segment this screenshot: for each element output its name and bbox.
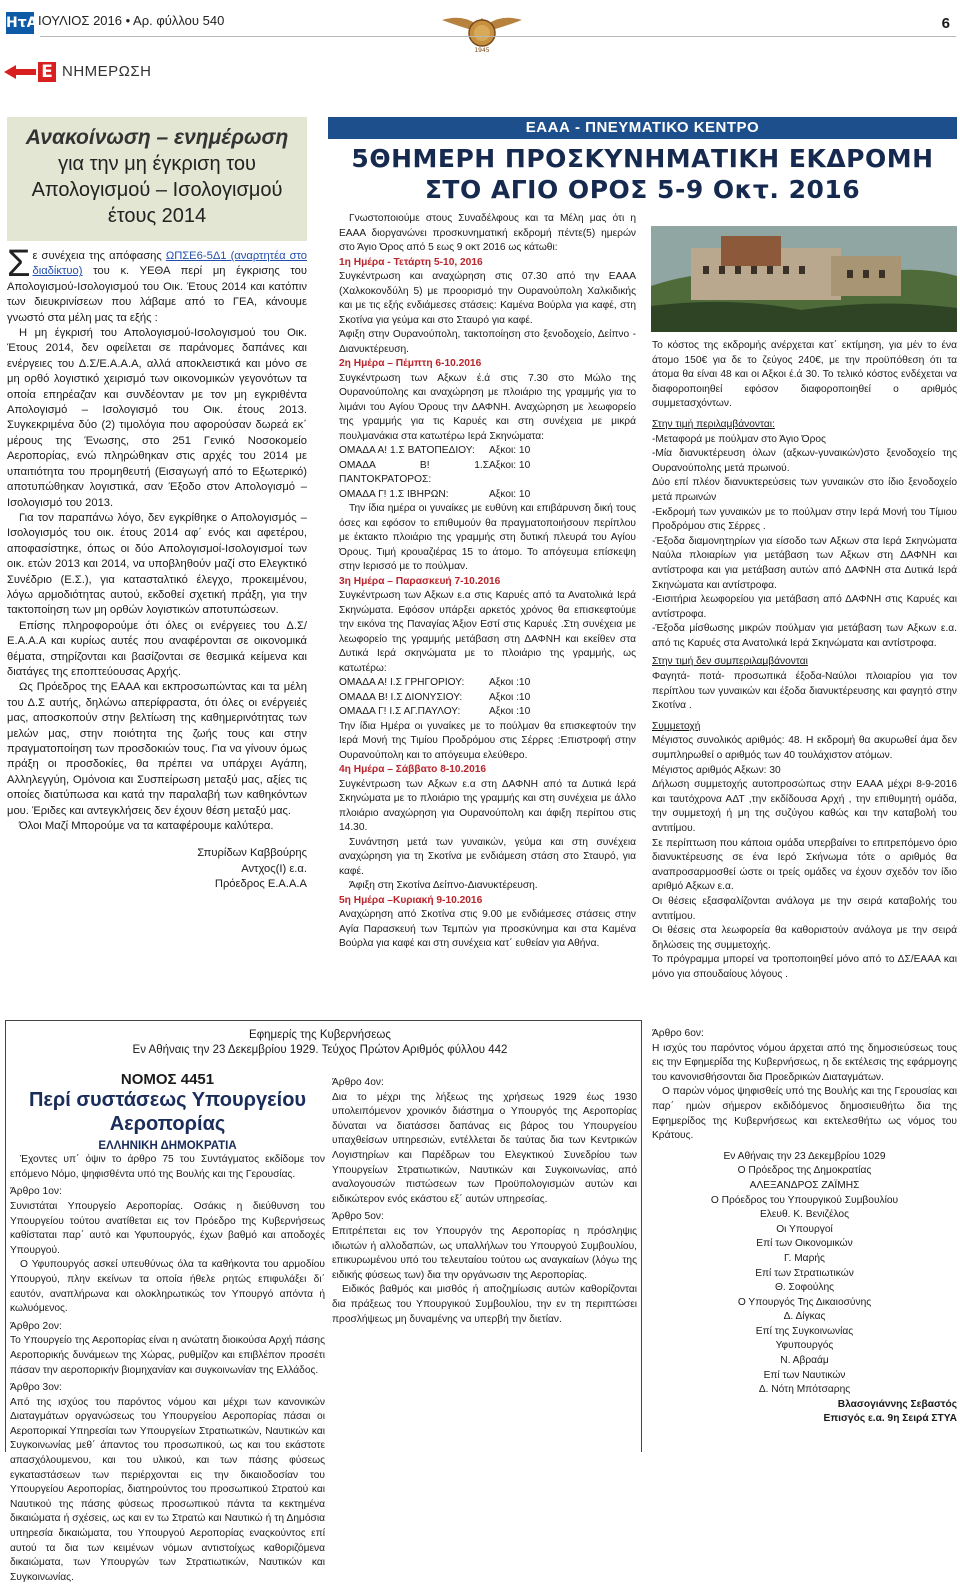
signatory-line: Ν. Αβραάμ bbox=[780, 1355, 829, 1367]
announcement-body bbox=[7, 243, 307, 834]
announcement-p1b: του κ. ΥΕΘΑ περί μη έγκρισης του Απολογισμού-Ισολογισμού του Οικ. Έτους 2014 και κατόπιν των διευκρινίσεων που λάβαμε από το ΓΕΑ, κάνουμε γνωστό στα μέλη μας τα εξής : bbox=[7, 265, 307, 324]
dropcap: Σ bbox=[7, 243, 31, 285]
trip-cost: Το κόστος της εκδρομής ανέρχεται κατ΄ εκτίμηση, για μέν το ένα άτομο 150€ για δε το ζεύγος 240€, με την προϋπόθεση ότι τα άτομα θα είναι 48 και οι Αξκοι έ.ά 30. Το τελικό κόστος ενδέχεται να διαφοροποιηθεί εφόσον διαφοροποιηθεί ο αριθμός συμμετασχόντων. bbox=[652, 340, 957, 410]
announcement-subtitle-2: Απολογισμού – Ισολογισμού bbox=[31, 179, 283, 201]
signatory-line: Οι Υπουργοί bbox=[776, 1223, 833, 1235]
compiler-name: Βλασογιάννης Σεβαστός bbox=[837, 1398, 957, 1410]
signatory-line: Επί των Στρατιωτικών bbox=[755, 1267, 854, 1279]
signatories bbox=[652, 1150, 957, 1398]
newspaper-logo: ΗτΑ bbox=[6, 12, 34, 34]
svg-text:1945: 1945 bbox=[474, 47, 490, 54]
participation-text: Μέγιστος συνολικός αριθμός: 48. Η εκδρομή θα ακυρωθεί άμα δεν συμπληρωθεί ο αριθμός των 40 τουλάχιστον ατόμων. Μέγιστος αριθμός Αξκων: 30 Δήλωση συμμετοχής αυτοπροσώπως στην ΕΑΑΑ μέχρι 8-9-2016 και ταυτόχρονα ΑΔΤ ,την εκδίδουσα Αρχή , την επιθυμητή ομάδα, την συμμετοχή ή μη της συζύγου καθώς και την καταβολή του αντιτίμου. Σε περίπτωση που κάποια ομάδα υπερβαίνει το επιτρεπόμενο όριο διανυκτέρευσης σε ένα Ιερό Σκήνωμα τότε ο αριθμός θα αναπροσαρμοσθεί ώστε οι τρείς ομάδες να έχουν σχεδόν τον ίδιο αριθμό Αξκων ε.α. Οι θέσεις εξασφαλίζονται ανάλογα με την σειρά καταβολής του αντιτίμου. Οι θέσεις στα λεωφορεία θα καθοριστούν ανάλογα με την σειρά δηλώσεις της συμμετοχής. Το πρόγραμμα μπορεί να τροποποιηθεί μόνο από το ΔΣ/ΕΑΑΑ και μόνο για σπουδαίους λόγους . bbox=[652, 735, 957, 980]
signatory-line: Εν Αθήναις την 23 Δεκεμβρίου 1029 bbox=[723, 1150, 886, 1162]
law-number: ΝΟΜΟΣ 4451 bbox=[120, 1071, 215, 1088]
day-3-team: ΟΜΑΔΑ Γ! Ι.Σ ΑΓ.ΠΑΥΛΟΥ: Αξκοι :10 bbox=[339, 706, 531, 717]
article-4-text: Δια το μέχρι της λήξεως της χρήσεως 1929 έως 1930 υπολειπόμενον χρονικόν διάστημα ο Υπουργός της Αεροπορίας δύναται να διατάσσει δαπάνας εις βάρος του Υπουργείου υπαχθείσων υπηρεσιών, εντέλλεται δε ταύτας δια των Κεντρικών Λογιστηρίων και Παρέδρων του Ελεγκτικού Συνεδρίου των Υπουργείων Στρατιωτικών, Ναυτικών και Συγκοινωνίας, από αναλογουσών πιστώσεων των Προϋπολογισμών αυτών και ειδικώτερον ενός εκάστου εξ΄ αυτών υπηρεσίας. bbox=[332, 1091, 637, 1205]
trip-banner: ΕΑΑΑ - ΠΝΕΥΜΑΤΙΚΟ ΚΕΝΤΡΟ bbox=[328, 117, 957, 139]
signatory-line: Υφυπουργός bbox=[775, 1340, 834, 1352]
article-6-text-b: Ο παρών νόμος ψηφισθείς υπό της Βουλής και της Γερουσίας και παρ΄ ημών σήμερον εκδιδόμενος δημοσιευθήτω δια της Εφημερίδος της Κυβερνήσεως και εκτελεσθήτω ως νόμος του Κράτους. bbox=[652, 1086, 957, 1142]
page-number: 6 bbox=[941, 15, 950, 32]
day-2-team: ΟΜΑΔΑ Β! 1.Σ ΠΑΝΤΟΚΡΑΤΟΡΟΣ: Αξκοι: 10 bbox=[339, 459, 531, 485]
signatory-line: Ο Πρόεδρος του Υπουργικού Συμβουλίου bbox=[710, 1194, 899, 1206]
day-2-text-2: Την ίδια ημέρα οι γυναίκες με ευθύνη και επιβάρυνση δική τους όσες και εφόσον το επιθυμούν θα πραγματοποιήσουν περίπλου με έκτακτο πλοιάριο της γραμμής στη δυτική πλευρά του Αγίου Όρους. Τιμή κρουαζιέρας 15 το άτομο. Το απόγευμα επίσκεψη στην Ιερισσό με το πούλμαν. bbox=[339, 503, 636, 572]
law-column-1 bbox=[10, 1073, 325, 1585]
day-1-heading: 1η Ημέρα - Τετάρτη 5-10, 2016 bbox=[339, 256, 483, 268]
excluded-text: Φαγητά- ποτά- προσωπικά έξοδα-Ναύλοι πλοιαρίου για τον περίπλου των γυναικών και έξοδα διανυκτέρευσης και φαγητό στην Σκοτίνα . bbox=[652, 671, 957, 712]
day-2-team: ΟΜΑΔΑ Α! 1.Σ ΒΑΤΟΠΕΔΙΟΥ: Αξκοι: 10 bbox=[339, 445, 531, 456]
signatory-line: Δ. Νότη Μπότσαρης bbox=[758, 1384, 851, 1396]
gazette-name: Εφημερίς της Κυβερνήσεως bbox=[249, 1029, 391, 1041]
article-3-text: Από της ισχύος του παρόντος νόμου και μέχρι των κανονικών Διαταγμάτων οργανώσεως του Υπουργείου Αεροπορίας πάσαι οι Αεροπορικαί Υπηρεσίαι των Υπουργείων Στρατιωτικών, Ναυτικών και Συγκοινωνίας μεθ΄ άπαντος του προσωπικού, ως και του εκάστοτε απασχόλουμενου, και του υλικού, και των πάσης φύσεως εγκαταστάσεων των περιέρχονται εις την δικαιοδοσίαν του Υπουργείου Αεροπορίας, διατηρούντος του προσωπικού Στρατού και Ναυτικού της πάσης φύσεως προσωπικού πάντα τα κεκτημένα δικαιώματα ή σχέσεις, ως και εν τω Στρατώ και Ναυτικώ ή τη Δημόσια υπηρεσία δικαιώματα, του Υπουργού Αεροπορίας εναςκούντος επί αυτού τα δια των κειμένων νόμων αντιστοίχως καθοριζόμενα δικαιώματα, των Υπουργών των Στρατιωτικών, Ναυτικών και Συγκοινωνίας. bbox=[10, 1396, 325, 1583]
trip-title-line-2: ΣΤΟ ΑΓΙΟ ΟΡΟΣ 5-9 Οκτ. 2016 bbox=[424, 175, 861, 204]
day-1-text-2: Άφιξη στην Ουρανούπολη, τακτοποίηση στο ξενοδοχείο, Δείπνο - Διανυκτέρευση. bbox=[339, 329, 636, 355]
signatory-line: Γ. Μαρής bbox=[784, 1252, 825, 1264]
association-emblem-icon bbox=[440, 6, 524, 56]
article-1-text: Συνιστάται Υπουργείο Αεροπορίας. Οσάκις η διεύθυνση του Υπουργείου τούτου ανατίθεται εις τον Πρόεδρο της Κυβερνήσεως καθίσταται παρ΄ αυτό και Υφυπουργός, έχων βαθμό και αποδοχές Υπουργού. bbox=[10, 1200, 325, 1256]
section-letter: Ε bbox=[38, 62, 56, 82]
signatory-line: Ο Πρόεδρος της Δημοκρατίας bbox=[737, 1165, 872, 1177]
article-5-text: Επιτρέπεται εις τον Υπουργόν της Αεροπορίας η πρόσληψις ιδιωτών ή αλλοδαπών, ως υπαλλήλων του Υπουργού Συμβουλίου, επικυρωμένου υπό του τελευταίου τούτου ως αναγκαίων (λόγω της ειδικής φύσεως των) δια την οργάνωσιν της Αεροπορίας. bbox=[332, 1225, 637, 1281]
article-5-heading: Άρθρο 5ον: bbox=[332, 1211, 384, 1223]
announcement-heading-box bbox=[7, 117, 307, 241]
masthead bbox=[0, 0, 960, 95]
trip-title-line-1: 5ΘΗΜΕΡΗ ΠΡΟΣΚΥΝΗΜΑΤΙΚΗ ΕΚΔΡΟΜΗ bbox=[351, 144, 934, 173]
day-4-text: Συγκέντρωση των Αξκων ε.α στη ΔΑΦΝΗ από τα Δυτικά Ιερά Σκηνώματα με το πλοιάριο της γραμμής και στη συνέχεια με άλλο πλοιάριο αναχώρηση για Ουρανούπολη και άφιξη περίπου στις 14.30. bbox=[339, 778, 636, 833]
law-title: Περί συστάσεως Υπουργείου Αεροπορίας bbox=[28, 1088, 307, 1135]
article-6-text: Η ισχύς του παρόντος νόμου άρχεται από της δημοσιεύσεως τους εις την Εφημερίδα της Κυβερνήσεως, η δε εκτέλεσις της εφάρμογης του κανονισθήσονται δια Προεδρικών Διαταγμάτων. bbox=[652, 1042, 957, 1083]
announcement-p2: Η μη έγκρισή του Απολογισμού-Ισολογισμού του Οικ. Έτους 2014, δεν οφείλεται σε παράνομες δαπάνες και ενέργειες του Δ.Σ/Ε.Α.Α.Α, αλλά αποκλειστικά και μόνο σε μη ορθό λογιστικό χειρισμό των οικονομικών γεγονότων τα οποία επηρέαζαν και συνδέονταν με τον μη εγκριθέντα Απολογισμό – Ισολογισμό του Οικ. έτους 2013. Συγκεκριμένα δύο (2) τιμολόγια που αφορούσαν δωρεά εκ΄ μέρους της Ένωσης, στο 251 Γενικό Νοσοκομείο Αεροπορίας, ενώ πληρώθηκαν στις αρχές του 2014 με υπαιτιότητα του προμηθευτή (Εισαγωγή από το Εξωτερικό) αποτυπώθηκαν λογιστικά, σαν Έξοδο στον Απολογισμό – Ισολογισμό του 2013. bbox=[7, 327, 307, 509]
signatory-line: Δ. Δίγκας bbox=[783, 1311, 826, 1323]
signatory-line: ΑΛΕΞΑΝΔΡΟΣ ΖΑΪΜΗΣ bbox=[749, 1179, 860, 1191]
article-2-heading: Άρθρο 2ον: bbox=[10, 1320, 62, 1332]
announcement-column bbox=[7, 117, 307, 997]
trip-itinerary bbox=[339, 212, 636, 952]
day-1-text: Συγκέντρωση και αναχώρηση στις 07.30 από την ΕΑΑΑ (Χαλκοκονδύλη 5) με προορισμό την Ουρανούπολη Χαλκιδικής και με τις εξής ενδιάμεσες στάσεις: Καμένα Βούρλα για καφέ, στη Σκοτίνα για γεύμα και στο Σταυρό για καφέ. bbox=[339, 271, 636, 326]
announcement-title: Ανακοίνωση – ενημέρωση bbox=[25, 126, 289, 149]
announcement-subtitle-1: για την μη έγκριση του bbox=[58, 153, 256, 175]
announcement-subtitle-3: έτους 2014 bbox=[107, 205, 207, 227]
signatory-line: Ελευθ. Κ. Βενιζέλος bbox=[759, 1209, 850, 1221]
compiler-rank: Επισγός ε.α. 9η Σειρά ΣΤΥΑ bbox=[823, 1413, 957, 1425]
section-arrows-icon bbox=[4, 65, 36, 79]
article-4-heading: Άρθρο 4ον: bbox=[332, 1077, 384, 1088]
signatory-line: Επί των Ναυτικών bbox=[763, 1369, 846, 1381]
announcement-signature bbox=[7, 846, 307, 892]
trip-title bbox=[328, 143, 957, 205]
law-preamble: Έχοντες υπ΄ όψιν το άρθρο 75 του Συντάγματος εκδίδομε τον επόμενο Νόμο, ψηφισθέντα υπό της Βουλής και της Γερουσίας. bbox=[10, 1154, 325, 1180]
article-1-heading: Άρθρο 1ον: bbox=[10, 1186, 62, 1198]
signatory-line: Επί της Συγκοινωνίας bbox=[755, 1325, 854, 1337]
announcement-p1a: ε συνέχεια της απόφασης bbox=[32, 250, 166, 262]
announcement-p4: Επίσης πληροφορούμε ότι όλες οι ενέργειες του Δ.Σ/Ε.Α.Α.Α και κυρίως αυτές που αναφέρονται σε οικονομικά θέματα, στηρίζονται και βασίζονται σε θεσμικά κείμενα και διατάγες της εποπτεύουσας Αρχής. bbox=[7, 619, 307, 678]
header-divider bbox=[40, 36, 956, 37]
signer-rank: Αντχος(Ι) ε.α. bbox=[241, 862, 307, 875]
gazette-header bbox=[100, 1028, 540, 1058]
signatory-line: Ο Υπουργός Της Δικαιοσύνης bbox=[737, 1296, 872, 1308]
participation-heading: Συμμετοχή bbox=[652, 720, 701, 732]
decision-link[interactable]: ΩΠΣΕ6-5Δ1 (αναρτητέα στο διαδίκτυο) bbox=[32, 250, 307, 278]
article-3-heading: Άρθρο 3ον: bbox=[10, 1382, 62, 1394]
day-5-text: Αναχώρηση από Σκοτίνα στις 9.00 με ενδιάμεσες στάσεις στην Αγία Παρασκευή των Τεμπών για προσκύνημα και στα Καμένα Βούρλα για καφέ και στη συνέχεια κατ΄ ευθείαν για Αθήνα. bbox=[339, 909, 636, 949]
announcement-p3: Για τον παραπάνω λόγο, δεν εγκρίθηκε ο Απολογισμός –Ισολογισμός του οικ. έτους 2014 αφ΄ ενός και αφετέρου, αποφασίστηκε, όπως οι δύο Απολογισμοί-Ισολογισμοί των οικ. ετών 2013 και 2014, να υποβληθούν μαζί στο Ελεγκτικό Συνέδριο (Ε.Σ.), για κατασταλτικό έλεγχο, προκειμένου, λόγω αρμοδιότητας αυτού, εκδοθεί σχετική πράξη, για την τακτοποίηση των μη ορθών λογιστικών αποτυπώσεων. bbox=[7, 511, 307, 617]
article-5-text-b: Ειδικός βαθμός και μισθός ή αποζημίωσις αυτών καθορίζονται δια πράξεως του Υπουργικού Συμβουλίου, την εν τη περιπτώσει προσλήψεως μη δυναμένης να υπερβή την διετίαν. bbox=[332, 1284, 637, 1325]
announcement-p5: Ως Πρόεδρος της ΕΑΑΑ και εκπροσωπώντας και τα μέλη του Δ.Σ αυτής, δηλώνω απερίφραστα, ότι όλες οι ενέργειές μας, αποσκοπούν στην βελτίωση της καθημερινότητας των μελών μας, στην ποιότητα της ζωής τους και στην πραγματοποίηση των προσδοκιών τους. Για να γίνουν όμως πράξη οι προσδοκίες, θα πρέπει να υπάρχει Αγάπη, Αλληλεγγύη, Ομόνοια και Συσπείρωση μεταξύ μας, αξίες τις οποίες διατύπωσα και κατά την παραλαβή των καθηκόντων μου. Έριδες και αντεγκλήσεις δεν έχουν θέση μεταξύ μας. bbox=[7, 681, 307, 817]
day-3-text: Συγκέντρωση των Αξκων ε.α στις Καρυές από τα Ανατολικά Ιερά Σκηνώματα. Εφόσον υπάρξει αρκετός χρόνος θα επισκεφτούμε την εικόνα της Παναγίας Άξιον Εστί στις Καρυές .Στη συνέχεια με λεωφορείο της γραμμής μετάβαση στη ΔΑΦΝΗ και εκείθεν στα Δυτικά Ιερά σκηνώματα με το πλοιάριο της γραμμής, ως κατωτέρω: bbox=[339, 590, 636, 674]
trip-details bbox=[652, 339, 957, 983]
trip-intro: Γνωστοποιούμε στους Συναδέλφους και τα Μέλη μας ότι η ΕΑΑΑ διοργανώνει προσκυνηματική εκδρομή πέντε(5) ημερών στο Άγιο Όρος από 5 εως 9 οκτ 2016 ως κάτωθι: bbox=[339, 213, 636, 253]
signer-role: Πρόεδρος Ε.Α.Α.Α bbox=[214, 878, 307, 891]
article-2-text: Το Υπουργείο της Αεροπορίας είναι η ανώτατη διοικούσα Αρχή πάσης Αεροπορικής δυνάμεων της Χώρας, ρυθμίζον και επιβλέπον προσέτι πάσαν την αεροπορικήν βιομηχανίαν και συγκοινωνίαν της Ελλάδος. bbox=[10, 1335, 325, 1376]
day-4-text-2: Συνάντηση μετά των γυναικών, γεύμα και στη συνέχεια αναχώρηση για τη Σκοτίνα με ενδιάμεση στάση στο Σταυρό, για καφέ. bbox=[339, 836, 636, 877]
day-2-team: ΟΜΑΔΑ Γ! 1.Σ ΙΒΗΡΩΝ: Αξκοι: 10 bbox=[339, 488, 531, 500]
article-6-heading: Άρθρο 6ον: bbox=[652, 1028, 704, 1039]
included-list: -Μεταφορά με πούλμαν στο Άγιο Όρος -Μία διανυκτέρευση όλων (αξκων-γυναικών)στο ξενοδοχείο της Ουρανούπολης μετά πρωινού. Δύο επί πλέον διανυκτερεύσεις των γυναικών στο ίδιο ξενοδοχείο μετά πρωινών -Εκδρομή των γυναικών με το πούλμαν στην Ιερά Μονή του Τίμιου Προδρόμου στις Σέρρες . -Έξοδα διαμονητηρίων για είσοδο των Αξκων στα Ιερά Σκηνώματα Ναύλα πλοιαρίων για μετάβαση των Αξκων στη ΔΑΦΝΗ και αντίστροφα και για μετάβαση αυτών από ΔΑΦΝΗ στα Δυτικά Ιερά Σκηνώματα και αντίστροφα. -Εισιτήρια λεωφορείου για μετάβαση από ΔΑΦΝΗ στις Καρυές και αντίστροφα. -Έξοδα μίσθωσης μικρών πούλμαν για μετάβαση των Αξκων ε.α. από τις Καρυές στα Ανατολικά Ιερά Σκηνώματα και αντίστροφα. bbox=[652, 433, 957, 649]
excluded-heading: Στην τιμή δεν συμπεριλαμβάνονται bbox=[652, 656, 808, 668]
law-column-2 bbox=[332, 1073, 637, 1327]
signer-name: Σπυρίδων Καββούρης bbox=[197, 847, 307, 860]
day-4-text-3: Άφιξη στη Σκοτίνα Δείπνο-Διανυκτέρευση. bbox=[349, 880, 538, 891]
monastery-photo bbox=[651, 226, 957, 332]
announcement-p6: Όλοι Μαζί Μπορούμε να τα καταφέρουμε καλύτερα. bbox=[19, 820, 274, 833]
day-4-heading: 4η Ημέρα – Σάββατο 8-10.2016 bbox=[339, 764, 487, 775]
day-3-team: ΟΜΑΔΑ Β! Ι.Σ ΔΙΟΝΥΣΙΟΥ: Αξκοι :10 bbox=[339, 691, 531, 703]
day-3-text-2: Την ίδια Ημέρα οι γυναίκες με το πούλμαν θα επισκεφτούν την Ιερά Μονή της Τιμίου Προδρόμου στις Σέρρες :Επιστροφή στην Ουρανούπολη και το απόγευμα ελεύθερο. bbox=[339, 720, 636, 761]
day-3-heading: 3η Ημέρα – Παρασκευή 7-10.2016 bbox=[339, 575, 501, 587]
gazette-issue: Εν Αθήναις την 23 Δεκεμβρίου 1929. Τεύχος Πρώτον Αριθμός φύλλου 442 bbox=[132, 1044, 508, 1056]
day-2-heading: 2η Ημέρα – Πέμπτη 6-10.2016 bbox=[339, 358, 482, 369]
day-5-heading: 5η Ημέρα –Κυριακή 9-10.2016 bbox=[339, 894, 483, 906]
section-name: ΝΗΜΕΡΩΣΗ bbox=[62, 63, 152, 80]
day-2-text: Συγκέντρωση των Αξκων έ.ά στις 7.30 στο Μώλο της Ουρανούπολης και αναχώρηση με πλοιάριο της γραμμής για το λιμάνι του Αγίου Όρους την ΔΑΦΝΗ. Αναχώρηση με λεωφορείο της γραμμής για τις Καρυές και στη συνέχεια με μικρά πουλμανάκια στα κατωτέρω Ιερά Σκηνώματα: bbox=[339, 372, 636, 442]
issue-line: ΙΟΥΛΙΟΣ 2016 • Αρ. φύλλου 540 bbox=[38, 13, 225, 28]
compiler bbox=[652, 1398, 957, 1427]
signatory-line: Θ. Σοφούλης bbox=[774, 1282, 835, 1294]
signatory-line: Επί των Οικονομικών bbox=[756, 1238, 853, 1250]
law-column-3 bbox=[652, 1024, 957, 1427]
republic-heading: ΕΛΛΗΝΙΚΗ ΔΗΜΟΚΡΑΤΙΑ bbox=[98, 1139, 237, 1152]
article-1-text-b: Ο Υφυπουργός ασκεί υπευθύνως όλα τα καθήκοντα του αρμοδίου Υπουργού, πλην εκείνων τα οποία ήθελε ρητώς επιφυλάξει δι΄ εαυτόν, αναπλήρωνα και ολοκληρωτικώς τον Υπουργό απόντα ή κωλυόμενος. bbox=[10, 1259, 325, 1315]
day-3-team: ΟΜΑΔΑ Α! Ι.Σ ΓΡΗΓΟΡΙΟΥ: Αξκοι :10 bbox=[339, 677, 531, 688]
included-heading: Στην τιμή περιλαμβάνονται: bbox=[652, 418, 775, 430]
